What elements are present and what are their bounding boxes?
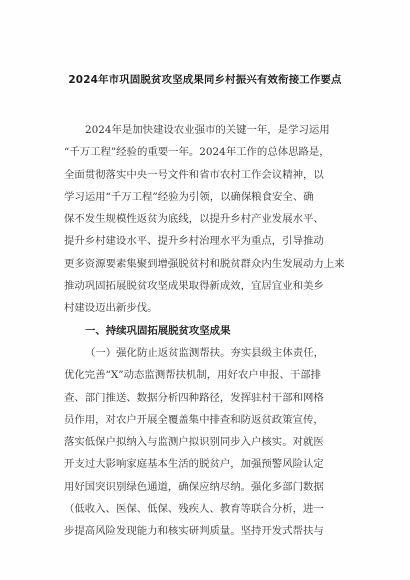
paragraph-line: 更多资源要素集聚到增强脱贫村和脱贫群众内生发展动力上来 (64, 257, 345, 270)
intro-paragraph (64, 119, 360, 320)
paragraph-line: “千万工程”经验的重要一年。2024年工作的总体思路是， (64, 146, 330, 159)
paragraph-line: 村建设迈出新步伐。 (64, 302, 158, 315)
paragraph-line: 学习运用“千万工程”经验为引领，以确保粮食安全、确 (64, 190, 314, 203)
paragraph-line: 用好国突识别绿色通道，确保应纳尽纳。强化多部门数据 (64, 480, 324, 493)
document-title: 2024年市巩固脱贫攻坚成果同乡村振兴有效衔接工作要点 (68, 74, 342, 86)
paragraph-line: （低收入、医保、低保、残疾人、教育等联合分析，进一 (64, 503, 324, 516)
paragraph-line: 全面贯彻落实中央一号文件和省市农村工作会议精神，以 (64, 168, 324, 181)
paragraph-line: 提升乡村建设水平、提升乡村治理水平为重点，引导推动 (64, 235, 324, 248)
paragraph-line: 优化完善“X”动态监测帮扶机制，用好农户申报、干部排 (64, 369, 322, 382)
section-paragraph (64, 342, 360, 543)
paragraph-line: 2024年是加快建设农业强市的关键一年，是学习运用 (85, 124, 330, 136)
paragraph-line: 落实低保户拟纳入与监测户拟识别同步入户核实。对就医 (64, 436, 324, 449)
paragraph-line: 开支过大影响家庭基本生活的脱贫户，加强预警风险认定 (64, 458, 324, 471)
paragraph-line: （一）强化防止返贫监测帮扶。夯实县级主体责任， (85, 346, 324, 359)
section-heading: 一、持续巩固拓展脱贫攻坚成果 (85, 324, 231, 337)
paragraph-line: 员作用，对农户开展全覆盖集中排查和防返贫政策宣传， (64, 413, 324, 426)
paragraph-line: 查、部门推送、数据分析四种路径，发挥驻村干部和网格 (64, 391, 324, 404)
document-body (64, 119, 360, 543)
paragraph-line: 推动巩固拓展脱贫攻坚成果取得新成效，宜居宜业和美乡 (64, 280, 324, 293)
paragraph-line: 步提高风险发现能力和核实研判质量。坚持开发式帮扶与 (64, 525, 324, 538)
paragraph-line: 保不发生规模性返贫为底线，以提升乡村产业发展水平、 (64, 213, 324, 226)
